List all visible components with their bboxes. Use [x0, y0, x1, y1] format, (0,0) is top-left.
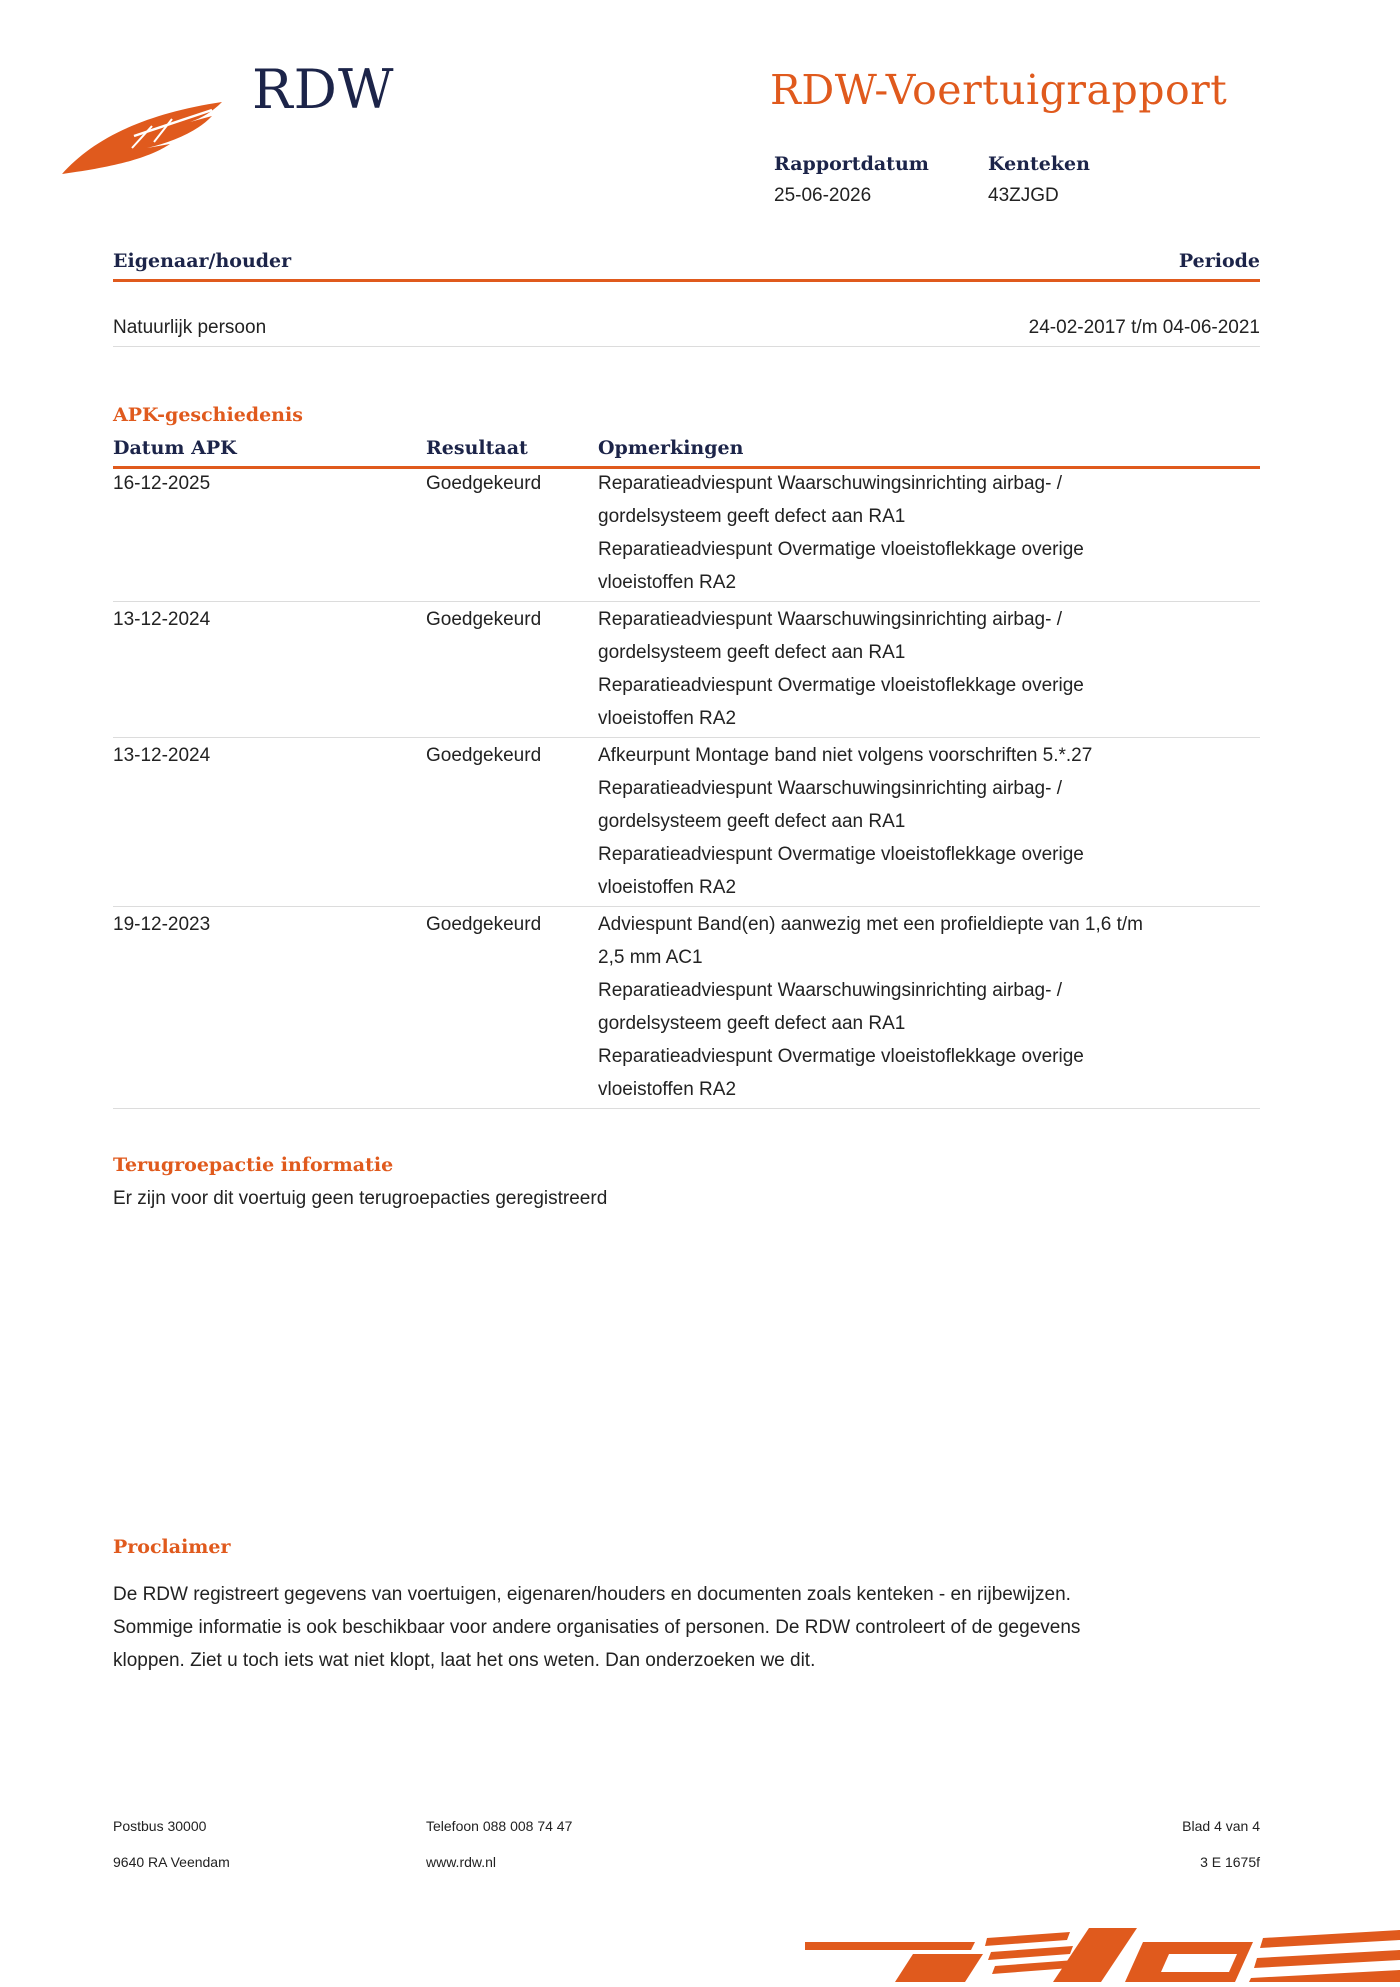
- apk-remark-line: Reparatieadviespunt Waarschuwingsinrichting airbag- /: [598, 473, 1062, 494]
- apk-remark-line: vloeistoffen RA2: [598, 708, 737, 729]
- owner-label: Eigenaar/houder: [113, 250, 292, 272]
- owner-type: Natuurlijk persoon: [113, 317, 267, 338]
- apk-result: Goedgekeurd: [426, 609, 542, 630]
- report-date-label: Rapportdatum: [774, 153, 929, 175]
- apk-remarks: [598, 603, 1238, 735]
- table-row: [113, 907, 1260, 1109]
- apk-remark-line: vloeistoffen RA2: [598, 572, 737, 593]
- proclaimer-line: De RDW registreert gegevens van voertuigen, eigenaren/houders en documenten zoals kenteken - en rijbewijzen.: [113, 1584, 1071, 1605]
- apk-remarks: [598, 908, 1238, 1106]
- footer-postbus: Postbus 30000: [113, 1818, 207, 1834]
- apk-col-remarks: Opmerkingen: [598, 437, 744, 459]
- proclaimer-title: Proclaimer: [113, 1536, 231, 1558]
- apk-col-result: Resultaat: [426, 437, 528, 459]
- apk-remarks: [598, 467, 1238, 599]
- footer-code: 3 E 1675f: [1200, 1854, 1260, 1870]
- apk-remark-line: gordelsysteem geeft defect aan RA1: [598, 642, 906, 663]
- apk-remark-line: vloeistoffen RA2: [598, 1079, 737, 1100]
- table-row: [113, 602, 1260, 738]
- apk-remark-line: gordelsysteem geeft defect aan RA1: [598, 506, 906, 527]
- apk-remark-line: gordelsysteem geeft defect aan RA1: [598, 1013, 906, 1034]
- proclaimer-line: Sommige informatie is ook beschikbaar voor andere organisaties of personen. De RDW controleert of de gegevens: [113, 1617, 1081, 1638]
- apk-title: APK-geschiedenis: [113, 404, 303, 426]
- apk-date: 19-12-2023: [113, 914, 211, 935]
- owner-divider: [113, 279, 1260, 282]
- recall-title: Terugroepactie informatie: [113, 1154, 394, 1176]
- apk-date: 13-12-2024: [113, 609, 211, 630]
- table-row: [113, 466, 1260, 602]
- apk-date: 13-12-2024: [113, 745, 211, 766]
- proclaimer-text: [113, 1578, 1273, 1677]
- plate-value: 43ZJGD: [988, 185, 1059, 206]
- proclaimer-line: kloppen. Ziet u toch iets wat niet klopt, laat het ons weten. Dan onderzoeken we dit.: [113, 1650, 816, 1671]
- period-label: Periode: [1178, 250, 1260, 272]
- apk-remarks: [598, 739, 1238, 904]
- apk-remark-line: vloeistoffen RA2: [598, 877, 737, 898]
- apk-table: [113, 466, 1260, 1109]
- apk-remark-line: 2,5 mm AC1: [598, 947, 703, 968]
- apk-result: Goedgekeurd: [426, 473, 542, 494]
- apk-remark-line: gordelsysteem geeft defect aan RA1: [598, 811, 906, 832]
- rdw-logo-icon: [62, 92, 237, 177]
- apk-remark-line: Reparatieadviespunt Waarschuwingsinrichting airbag- /: [598, 980, 1062, 1001]
- apk-date: 16-12-2025: [113, 473, 211, 494]
- apk-remark-line: Afkeurpunt Montage band niet volgens voorschriften 5.*.27: [598, 745, 1093, 766]
- table-row: [113, 738, 1260, 907]
- owner-period: 24-02-2017 t/m 04-06-2021: [1028, 317, 1260, 338]
- apk-remark-line: Reparatieadviespunt Overmatige vloeistoflekkage overige: [598, 844, 1084, 865]
- report-date-value: 25-06-2026: [774, 185, 872, 206]
- apk-remark-line: Reparatieadviespunt Waarschuwingsinrichting airbag- /: [598, 609, 1062, 630]
- report-title: RDW-Voertuigrapport: [770, 66, 1228, 114]
- footer-city: 9640 RA Veendam: [113, 1854, 230, 1870]
- footer-page: Blad 4 van 4: [1182, 1818, 1260, 1834]
- apk-remark-line: Adviespunt Band(en) aanwezig met een profieldiepte van 1,6 t/m: [598, 914, 1143, 935]
- recall-text: Er zijn voor dit voertuig geen terugroepacties geregistreerd: [113, 1188, 608, 1209]
- footer-phone: Telefoon 088 008 74 47: [426, 1818, 573, 1834]
- footer-website[interactable]: www.rdw.nl: [426, 1854, 497, 1870]
- apk-result: Goedgekeurd: [426, 745, 542, 766]
- rdw-stripes-mark-icon: [805, 1928, 1400, 1982]
- apk-result: Goedgekeurd: [426, 914, 542, 935]
- owner-bottom-divider: [113, 346, 1260, 347]
- apk-remark-line: Reparatieadviespunt Overmatige vloeistoflekkage overige: [598, 539, 1084, 560]
- logo-text: RDW: [252, 58, 395, 121]
- apk-remark-line: Reparatieadviespunt Overmatige vloeistoflekkage overige: [598, 675, 1084, 696]
- apk-remark-line: Reparatieadviespunt Waarschuwingsinrichting airbag- /: [598, 778, 1062, 799]
- apk-remark-line: Reparatieadviespunt Overmatige vloeistoflekkage overige: [598, 1046, 1084, 1067]
- plate-label: Kenteken: [988, 153, 1090, 175]
- apk-col-date: Datum APK: [113, 437, 237, 459]
